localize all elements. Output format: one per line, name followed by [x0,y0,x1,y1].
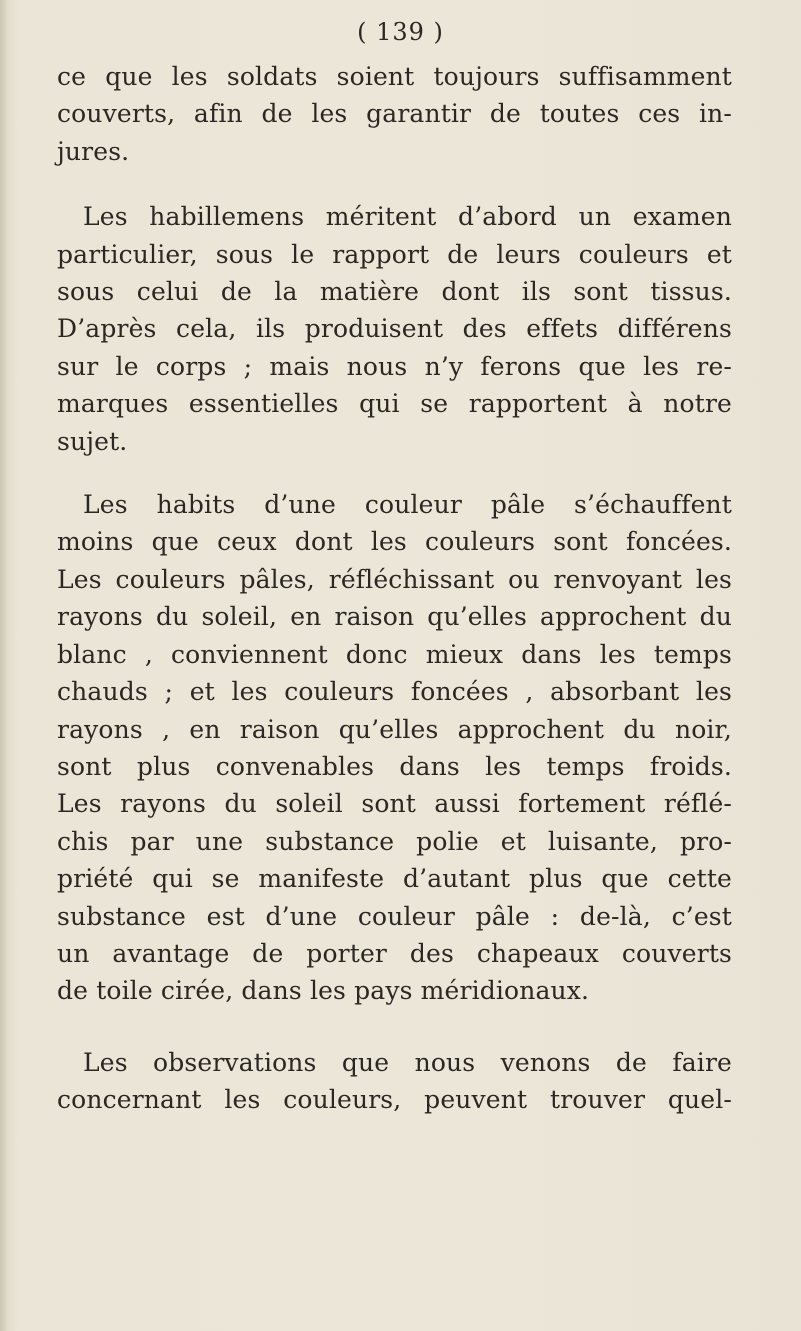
body-text [57,58,732,1119]
text-line: Les observations que nous venons de faire [83,1047,732,1077]
page-edge-shadow [0,0,8,1331]
text-line: moins que ceux dont les couleurs sont foncées. [57,527,732,557]
text-line: particulier, sous le rapport de leurs couleurs et [57,239,732,269]
paragraph-4 [57,1044,732,1119]
text-line: rayons , en raison qu’elles approchent du noir, [57,714,732,744]
text-line: marques essentielles qui se rapportent à notre [57,389,732,419]
text-line: chauds ; et les couleurs foncées , absorbant les [57,677,732,707]
paragraph-2 [57,198,732,460]
text-line: couverts, afin de les garantir de toutes ces in- [57,99,732,129]
page-number: ( 139 ) [357,18,444,46]
text-line: sujet. [57,426,128,456]
text-line: jures. [57,136,130,166]
text-line: blanc , conviennent donc mieux dans les temps [57,639,732,669]
paragraph-3 [57,486,732,1010]
paragraph-1 [57,58,732,170]
text-line: Les couleurs pâles, réfléchissant ou renvoyant les [57,564,732,594]
text-line: Les rayons du soleil sont aussi fortement réflé- [57,789,732,819]
text-line: Les habits d’une couleur pâle s’échauffent [83,490,732,520]
text-line: rayons du soleil, en raison qu’elles approchent du [57,602,732,632]
text-line: concernant les couleurs, peuvent trouver quel- [57,1085,732,1115]
text-line: sur le corps ; mais nous n’y ferons que les re- [57,351,732,381]
text-line: priété qui se manifeste d’autant plus que cette [57,864,732,894]
text-line: sont plus convenables dans les temps froids. [57,751,732,781]
text-line: substance est d’une couleur pâle : de-là, c’est [57,901,732,931]
text-line: Les habillemens méritent d’abord un examen [83,202,732,232]
text-line: de toile cirée, dans les pays méridionaux. [57,976,590,1006]
text-line: D’après cela, ils produisent des effets différens [57,314,732,344]
text-line: chis par une substance polie et luisante, pro- [57,826,732,856]
text-line: un avantage de porter des chapeaux couverts [57,938,732,968]
text-line: sous celui de la matière dont ils sont tissus. [57,277,732,307]
text-line: ce que les soldats soient toujours suffisamment [57,62,732,91]
